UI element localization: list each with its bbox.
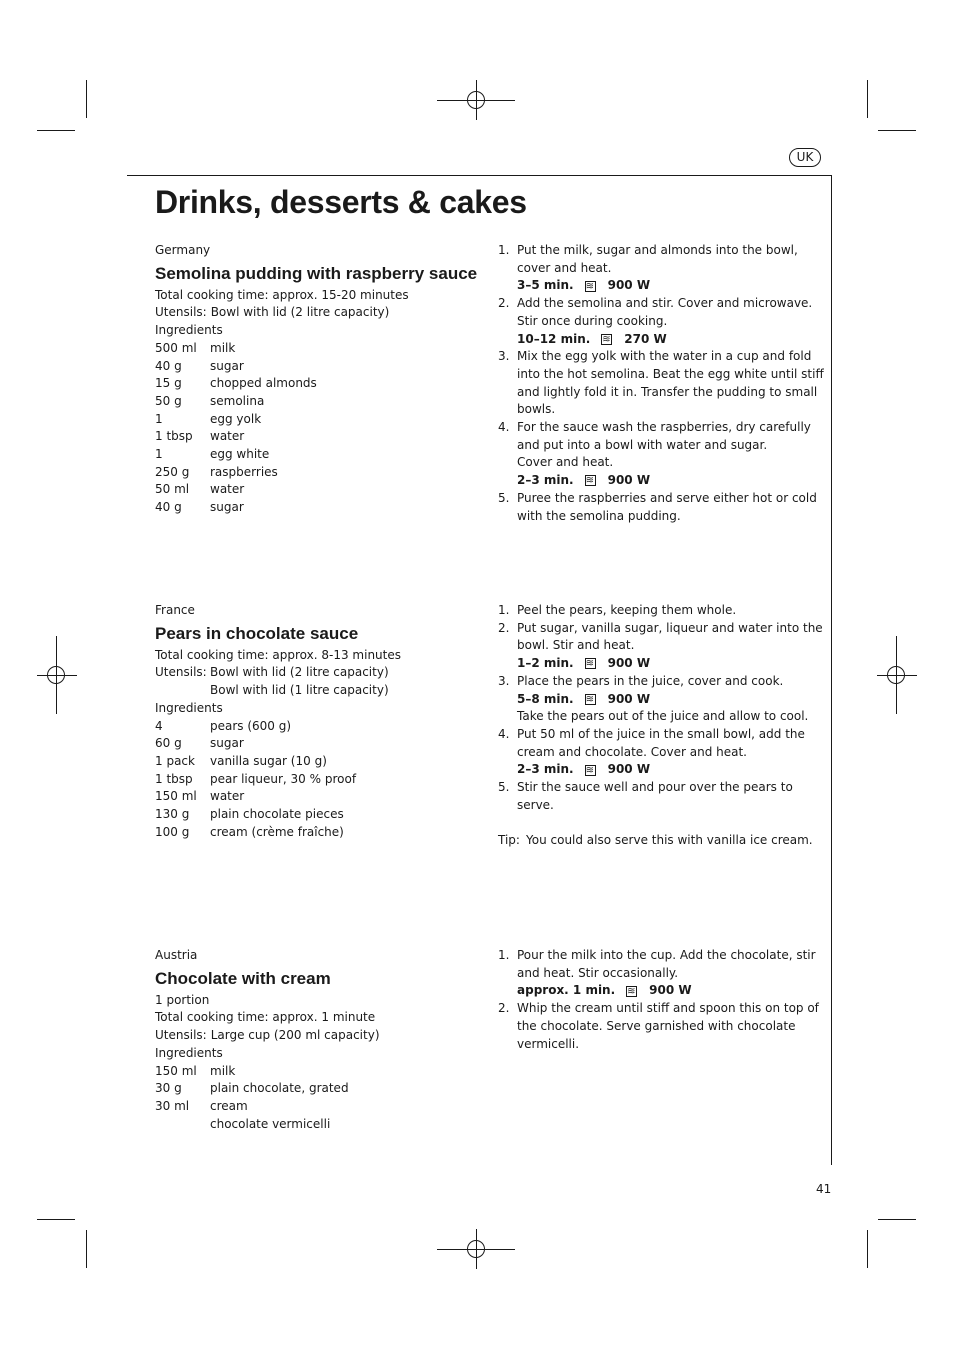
cooking-time: Total cooking time: approx. 15-20 minutes [155,287,409,302]
utensils: Utensils: Bowl with lid (2 litre capacity) [155,305,390,320]
ingredient-row: 130 g plain chocolate pieces [155,807,344,822]
microwave-icon [585,475,596,486]
ingredient-row: 150 ml milk [155,1063,236,1078]
ingredients-heading: Ingredients [155,323,223,338]
ingredient-row: 1 egg white [155,447,270,462]
step: 2. Whip the cream until stiff and spoon this on top of the chocolate. Serve garnished with chocolate vermicelli. [498,1001,819,1051]
portion: 1 portion [155,992,210,1007]
ingredient-row: 50 ml water [155,482,245,497]
tip: Tip: You could also serve this with vanilla ice cream. [498,833,813,848]
microwave-icon [585,658,596,669]
ingredient-row: chocolate vermicelli [210,1116,331,1131]
recipe-title: Semolina pudding with raspberry sauce [155,263,478,283]
recipe-country: France [155,603,195,617]
utensils: Utensils: Bowl with lid (2 litre capacity) [155,665,389,680]
step: 1. Put the milk, sugar and almonds into the bowl, cover and heat. 3–5 min. ≋ 900 W [498,242,824,295]
ingredient-row: 500 ml milk [155,340,236,355]
recipe-country: Austria [155,948,198,962]
microwave-icon [585,281,596,292]
recipe-chocolate-info [155,947,485,1133]
recipe-semolina-info [155,242,485,517]
step: 3. Place the pears in the juice, cover and cook. 5–8 min. ≋ 900 W Take the pears out of the juice and allow to cool. [498,673,824,726]
recipe-pears-info [155,602,485,841]
ingredient-row: 30 g plain chocolate, grated [155,1081,349,1096]
language-badge: UK [789,148,821,167]
cooking-time: Total cooking time: approx. 1 minute [155,1010,376,1025]
microwave-icon [601,334,612,345]
ingredients-heading: Ingredients [155,1045,223,1060]
ingredient-row: 30 ml cream [155,1098,248,1113]
ingredient-row: 4 pears (600 g) [155,718,292,733]
ingredient-row: 1 tbsp water [155,429,245,444]
side-rule [831,175,832,1165]
recipe-title: Chocolate with cream [155,968,331,988]
microwave-icon [585,765,596,776]
step: 1. Peel the pears, keeping them whole. [498,603,737,617]
ingredients-heading: Ingredients [155,700,223,715]
step: 5. Stir the sauce well and pour over the pears to serve. [498,780,793,812]
step: 5. Puree the raspberries and serve either hot or cold with the semolina pudding. [498,490,817,523]
ingredient-row: 1 pack vanilla sugar (10 g) [155,753,327,768]
microwave-icon [585,694,596,705]
ingredient-row: 100 g cream (crème fraîche) [155,824,344,839]
ingredient-row: 150 ml water [155,789,245,804]
recipe-title: Pears in chocolate sauce [155,623,359,643]
ingredient-row: 60 g sugar [155,736,244,751]
utensils: Bowl with lid (1 litre capacity) [210,683,389,698]
recipe-chocolate-steps [498,947,824,1053]
step: 1. Pour the milk into the cup. Add the chocolate, stir and heat. Stir occasionally. approx. 1 min. ≋ 900 W [498,947,824,1000]
step: 2. Add the semolina and stir. Cover and microwave. Stir once during cooking. 10–12 min. ≋ 270 W [498,295,824,348]
page-number: 41 [816,1182,832,1196]
step: 4. Put 50 ml of the juice in the small bowl, add the cream and chocolate. Cover and heat. 2–3 min. ≋ 900 W [498,726,824,779]
recipe-semolina-steps [498,242,824,525]
microwave-icon [626,986,637,997]
step: 2. Put sugar, vanilla sugar, liqueur and water into the bowl. Stir and heat. 1–2 min. ≋ 900 W [498,620,824,673]
ingredient-row: 250 g raspberries [155,464,278,479]
recipe-pears-steps [498,602,824,850]
ingredient-row: 40 g sugar [155,500,244,515]
ingredient-row: 40 g sugar [155,358,244,373]
ingredient-row: 15 g chopped almonds [155,376,317,391]
utensils: Utensils: Large cup (200 ml capacity) [155,1028,380,1043]
header-rule [127,175,832,176]
ingredient-row: 50 g semolina [155,393,265,408]
ingredient-row: 1 tbsp pear liqueur, 30 % proof [155,771,357,786]
ingredient-row: 1 egg yolk [155,411,262,426]
cooking-time: Total cooking time: approx. 8-13 minutes [155,647,401,662]
page-title: Drinks, desserts & cakes [155,184,527,220]
recipe-country: Germany [155,243,211,257]
step: 3. Mix the egg yolk with the water in a cup and fold into the hot semolina. Beat the egg white until stiff and lightly fold it in. Transfer the pudding to small bowls. [498,349,824,417]
step: 4. For the sauce wash the raspberries, dry carefully and put into a bowl with water and sugar. Cover and heat. 2–3 min. ≋ 900 W [498,419,824,490]
